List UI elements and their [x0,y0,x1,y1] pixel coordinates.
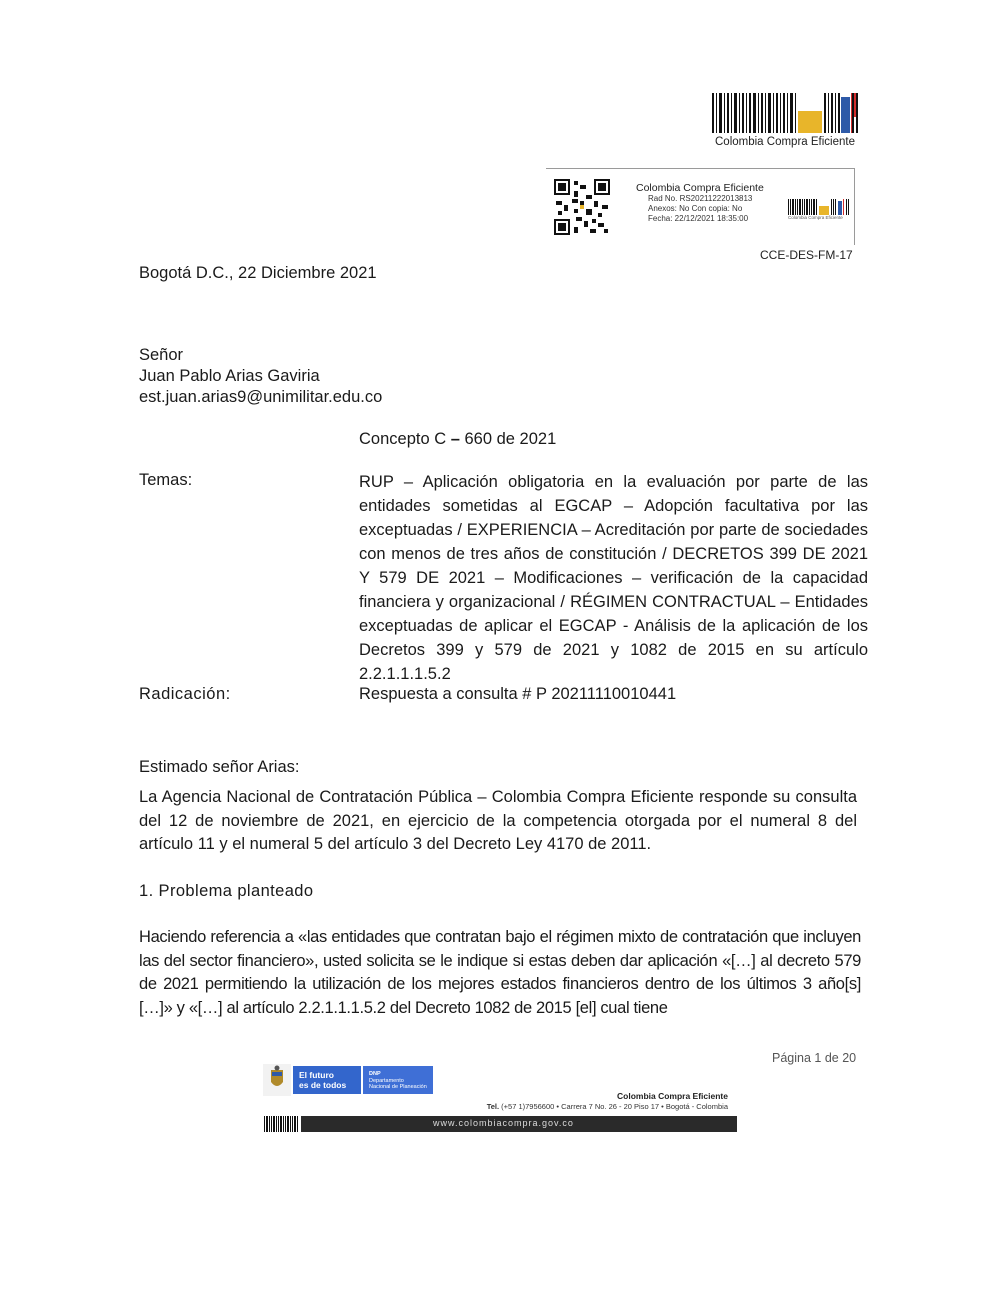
logo1-line1: El futuro [299,1070,334,1080]
qr-code-icon [554,179,610,235]
stamp-title: Colombia Compra Eficiente [636,182,764,194]
logo1-line2: es de todos [299,1080,347,1090]
recipient-block [139,345,382,408]
logo2-line1: DNP [369,1071,381,1077]
section-heading: 1. Problema planteado [139,882,314,900]
footer-url[interactable]: www.colombiacompra.gov.co [433,1118,574,1128]
salutation: Señor [139,346,184,364]
footer-contact [420,1102,728,1111]
colombia-compra-logo [710,93,860,151]
recipient-name: Juan Pablo Arias Gaviria [139,367,320,385]
intro-paragraph: La Agencia Nacional de Contratación Pública – Colombia Compra Eficiente responde su consulta del 12 de noviembre de 2021, en ejercicio de la competencia otorgada por el numeral 8 del artículo 11 y el numeral 5 del artículo 3 del Decreto Ley 4170 de 2011. [139,788,857,853]
footer-org: Colombia Compra Eficiente [617,1091,728,1101]
footer-bar [263,1116,737,1132]
concept-suffix: 660 de 2021 [459,430,557,448]
form-code: CCE-DES-FM-17 [760,248,853,262]
barcode-logo-icon [712,93,858,135]
stamp-rad: Rad No. RS20211222013813 [648,194,753,203]
page-number: Página 1 de 20 [772,1051,857,1065]
el-futuro-logo [293,1066,361,1094]
date-line: Bogotá D.C., 22 Diciembre 2021 [139,264,377,282]
logo-text: Colombia Compra Eficiente [715,136,855,148]
recipient-email: est.juan.arias9@unimilitar.edu.co [139,388,383,406]
radicacion-value: Respuesta a consulta # P 20211110010441 [359,685,677,703]
temas-text: RUP – Aplicación obligatoria en la evaluación por parte de las entidades sometidas al EGCAP – Adopción facultativa por las exceptuadas / EXPERIENCIA – Acreditación por parte de sociedades con menos de tres años de constitución / DECRETOS 399 DE 2021 Y 579 DE 2021 – Modificaciones – verificación de la capacidad financiera y organizacional / RÉGIMEN CONTRACTUAL – Entidades exceptuadas de aplicar el EGCAP - Análisis de la aplicación de los Decretos 399 y 579 de 2021 y 1082 de 2015 en su artículo 2.2.1.1.1.5.2 [359,473,868,683]
tel-label: Tel. [486,1102,500,1111]
radicado-stamp [546,168,855,245]
stamp-fecha: Fecha: 22/12/2021 18:35:00 [648,214,749,223]
logo2-line2: Departamento [369,1078,404,1084]
greeting: Estimado señor Arias: [139,758,300,776]
colombia-shield-icon [263,1064,291,1096]
footer-logos [263,1064,431,1096]
footer-barcode-icon [263,1116,301,1132]
logo2-line3: Nacional de Planeación [369,1084,427,1090]
concept-title [359,429,556,450]
stamp-anexos: Anexos: No Con copia: No [648,204,743,213]
contact-text: (+57 1)7956600 • Carrera 7 No. 26 - 20 Piso 17 • Bogotá - Colombia [499,1102,728,1111]
stamp-mini-logo-text: Colombia Compra Eficiente [788,215,843,220]
body-paragraph: Haciendo referencia a «las entidades que contratan bajo el régimen mixto de contratación que incluyen las del sector financiero», usted solicita se le indique si estas deben dar aplicación «[…] al decreto 579 de 2021 permitiendo la utilización de los mejores estados financieros dentro de los últimos 3 año[s] […]» y «[…] al artículo 2.2.1.1.1.5.2 del Decreto 1082 de 2015 [el] cual tiene [139,928,861,1017]
dnp-logo [363,1066,433,1094]
concept-dash: – [450,430,460,448]
temas-label: Temas: [139,471,193,489]
concept-prefix: Concepto C [359,430,451,448]
radicacion-label: Radicación: [139,685,231,703]
